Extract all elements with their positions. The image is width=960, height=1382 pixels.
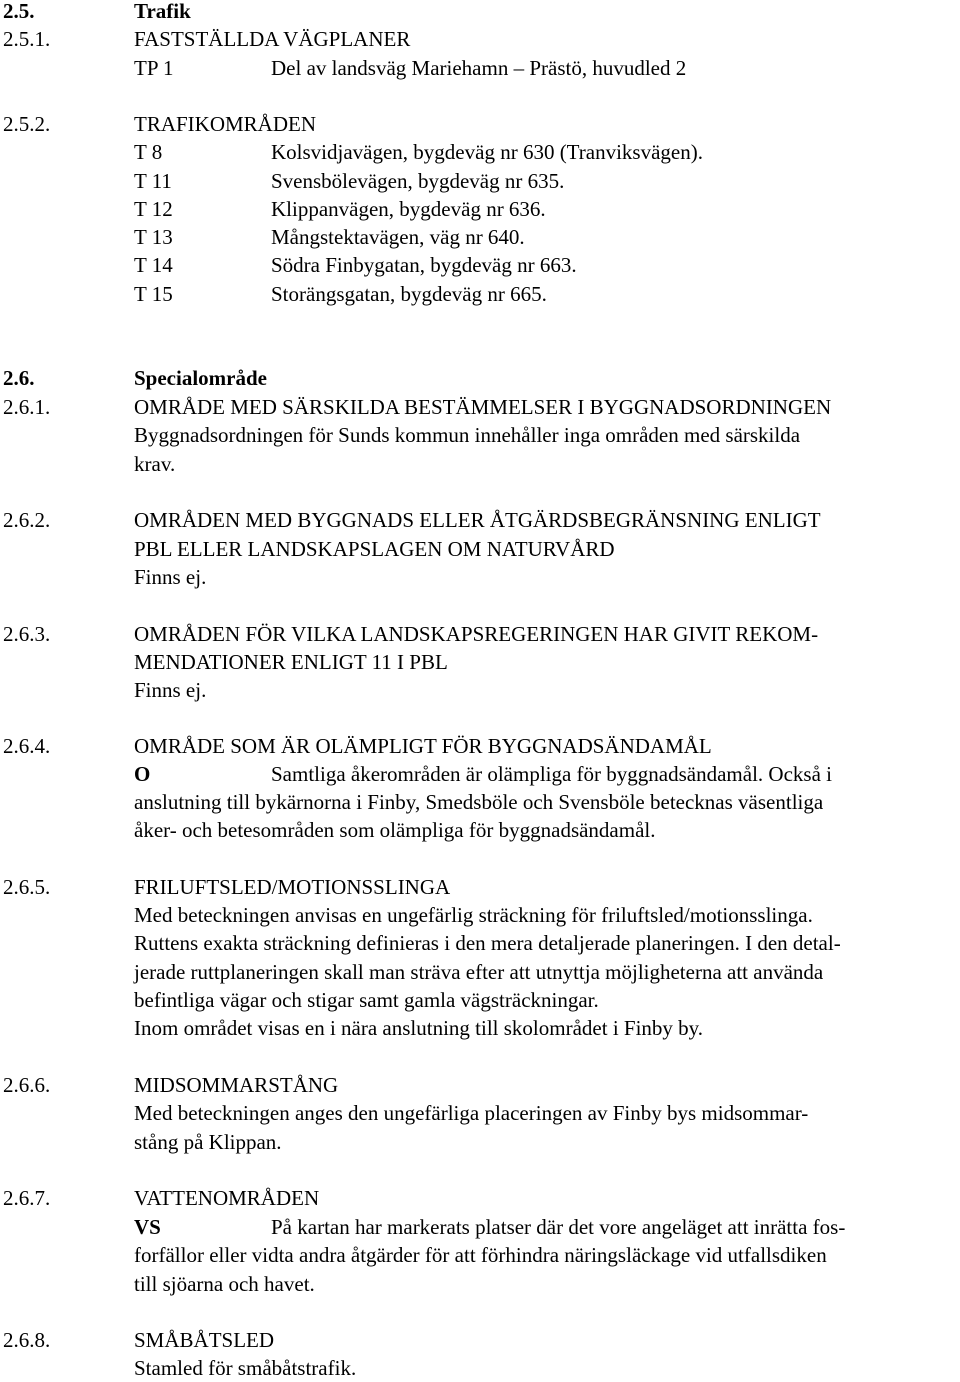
traffic-area-description: Svensbölevägen, bygdeväg nr 635.: [271, 169, 565, 193]
section-number-2-6-3: 2.6.3.: [3, 622, 51, 646]
section-title-sarskilda-bestammelser: OMRÅDE MED SÄRSKILDA BESTÄMMELSER I BYGGNADSORDNINGEN: [134, 395, 832, 419]
section-title-smabatsled: SMÅBÅTSLED: [134, 1328, 275, 1352]
section-number-2-5-1: 2.5.1.: [3, 27, 51, 51]
section-number-2-6-4: 2.6.4.: [3, 734, 51, 758]
section-title-vattenomraden: VATTENOMRÅDEN: [134, 1186, 320, 1210]
road-plan-code: TP 1: [134, 56, 174, 80]
body-text-line: Finns ej.: [134, 565, 207, 589]
section-number-2-5-2: 2.5.2.: [3, 112, 51, 136]
traffic-area-description: Södra Finbygatan, bygdeväg nr 663.: [271, 253, 577, 277]
road-plan-description: Del av landsväg Mariehamn – Prästö, huvudled 2: [271, 56, 687, 80]
traffic-area-code: T 12: [134, 197, 173, 221]
body-text-line: Med beteckningen anges den ungefärliga placeringen av Finby bys midsommar-: [134, 1101, 809, 1125]
traffic-area-description: Klippanvägen, bygdeväg nr 636.: [271, 197, 546, 221]
section-title-line: OMRÅDEN FÖR VILKA LANDSKAPSREGERINGEN HAR GIVIT REKOM-: [134, 622, 819, 646]
section-number-2-6-6: 2.6.6.: [3, 1073, 51, 1097]
section-title-line: MENDATIONER ENLIGT 11 I PBL: [134, 650, 448, 674]
section-title-friluftsled: FRILUFTSLED/MOTIONSSLINGA: [134, 875, 451, 899]
body-text-line: Stamled för småbåtstrafik.: [134, 1356, 357, 1380]
section-title-trafikomraden: TRAFIKOMRÅDEN: [134, 112, 317, 136]
section-title-trafik: Trafik: [134, 0, 191, 23]
section-title-midsommarstang: MIDSOMMARSTÅNG: [134, 1073, 339, 1097]
body-text-line: krav.: [134, 452, 176, 476]
traffic-area-description: Storängsgatan, bygdeväg nr 665.: [271, 282, 547, 306]
body-text-line: Byggnadsordningen för Sunds kommun innehåller inga områden med särskilda: [134, 423, 801, 447]
section-number-2-6-5: 2.6.5.: [3, 875, 51, 899]
traffic-area-code: T 15: [134, 282, 173, 306]
section-number-2-6-7: 2.6.7.: [3, 1186, 51, 1210]
body-text-line: åker- och betesområden som olämpliga för byggnadsändamål.: [134, 818, 656, 842]
section-number-2-5: 2.5.: [3, 0, 35, 23]
section-title-specialomrade: Specialområde: [134, 366, 267, 390]
section-title-line: OMRÅDEN MED BYGGNADS ELLER ÅTGÄRDSBEGRÄNSNING ENLIGT: [134, 508, 821, 532]
body-text-line: Med beteckningen anvisas en ungefärlig sträckning för friluftsled/motionsslinga.: [134, 903, 813, 927]
body-text-line: till sjöarna och havet.: [134, 1272, 315, 1296]
section-number-2-6-2: 2.6.2.: [3, 508, 51, 532]
body-text-line: jerade ruttplaneringen skall man sträva efter att utnyttja möjligheterna att använda: [134, 960, 824, 984]
designation-text: Samtliga åkerområden är olämpliga för byggnadsändamål. Också i: [271, 762, 832, 786]
traffic-area-code: T 13: [134, 225, 173, 249]
body-text-line: Inom området visas en i nära anslutning till skolområdet i Finby by.: [134, 1016, 704, 1040]
section-number-2-6: 2.6.: [3, 366, 35, 390]
traffic-area-code: T 8: [134, 140, 163, 164]
traffic-area-description: Kolsvidjavägen, bygdeväg nr 630 (Tranviksvägen).: [271, 140, 703, 164]
designation-code: VS: [134, 1215, 161, 1239]
body-text-line: Ruttens exakta sträckning definieras i den mera detaljerade planeringen. I den detal-: [134, 931, 841, 955]
section-number-2-6-1: 2.6.1.: [3, 395, 51, 419]
body-text-line: stång på Klippan.: [134, 1130, 282, 1154]
traffic-area-code: T 14: [134, 253, 173, 277]
section-title-line: PBL ELLER LANDSKAPSLAGEN OM NATURVÅRD: [134, 537, 615, 561]
designation-code: O: [134, 762, 151, 786]
section-number-2-6-8: 2.6.8.: [3, 1328, 51, 1352]
body-text-line: Finns ej.: [134, 678, 207, 702]
traffic-area-code: T 11: [134, 169, 172, 193]
section-title-olampligt-omrade: OMRÅDE SOM ÄR OLÄMPLIGT FÖR BYGGNADSÄNDAMÅL: [134, 734, 712, 758]
section-title-faststallda-vagplaner: FASTSTÄLLDA VÄGPLANER: [134, 27, 411, 51]
traffic-area-description: Mångstektavägen, väg nr 640.: [271, 225, 525, 249]
body-text-line: anslutning till bykärnorna i Finby, Smedsböle och Svensböle betecknas väsentliga: [134, 790, 824, 814]
body-text-line: befintliga vägar och stigar samt gamla vägsträckningar.: [134, 988, 599, 1012]
designation-text: På kartan har markerats platser där det vore angeläget att inrätta fos-: [271, 1215, 846, 1239]
body-text-line: forfällor eller vidta andra åtgärder för att förhindra näringsläckage vid utfallsdiken: [134, 1243, 827, 1267]
